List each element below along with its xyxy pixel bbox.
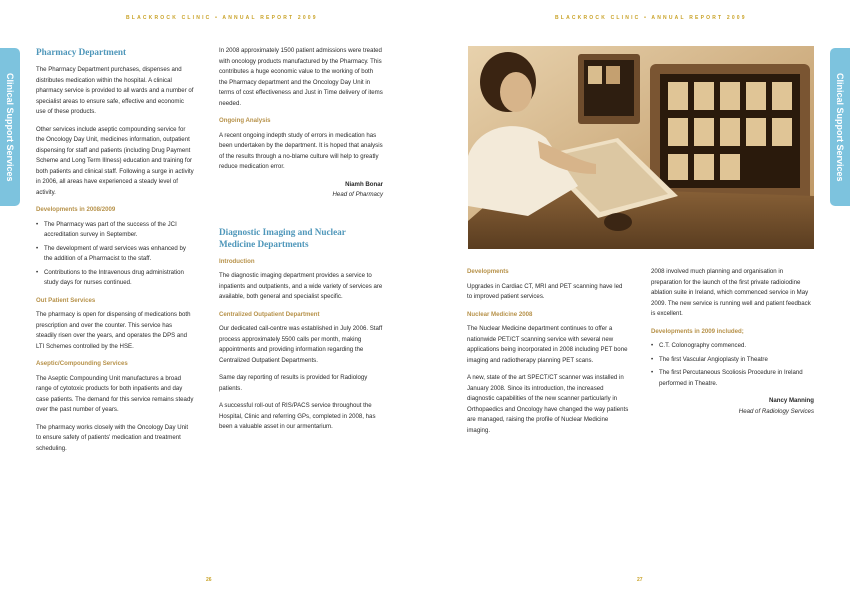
imaging-signature [651,396,814,417]
intro-text: The diagnostic imaging department provides a service to inpatients and outpatients, and a wide variety of services are available, both general and specialist specific. [219,272,383,300]
list-item: • Contributions to the Intravenous drug administration study days for nurses continued. [36,268,194,289]
section-tab-right [830,48,850,206]
signature-name: Nancy Manning [768,397,814,404]
nuclear-text-2: A new, state of the art SPECT/CT scanner was installed in January 2008. Since its introduction, the increased diagnostic capabilities of the new scanner particularly in Orthopaedics and Oncology have changed the way patients are managed, raising the profile of Nuclear Medicine imaging. [467,374,629,434]
aseptic-text-2: The pharmacy works closely with the Oncology Day Unit to ensure safety of patients' medication and treatment scheduling. [36,423,189,452]
running-header-right: BLACKROCK CLINIC • ANNUAL REPORT 2009 [555,15,747,21]
section-tab-left [0,48,20,206]
aseptic-text-1: The Aseptic Compounding Unit manufactures a broad range of cytotoxic products for both inpatients and day case patients. The demand for this service remains steady over the past number of years. [36,374,194,413]
column-pharmacy-2 [219,46,383,440]
radiology-workstation-photo [468,46,814,249]
pharmacy-signature [219,180,383,201]
developments-heading: Developments [467,268,509,275]
column-imaging-4 [651,267,814,424]
list-item: • The first Percutaneous Scoliosis Procedure in Ireland performed in Theatre. [651,368,814,389]
analysis-heading: Ongoing Analysis [219,117,271,124]
nuclear-heading: Nuclear Medicine 2008 [467,310,533,318]
signature-role: Head of Radiology Services [738,407,814,415]
outpatient-text: The pharmacy is open for dispensing of medications both prescription and over the counter. This service has steadily risen over the years, and operates the DPS and LTI Schemes controlled by the HSE. [36,311,191,350]
dev2009-list [651,341,814,389]
developments-text: Upgrades in Cardiac CT, MRI and PET scanning have led to improved patient services. [467,282,623,300]
list-item: • The first Vascular Angioplasty in Theatre [651,355,814,366]
page-number-left: 26 [206,577,212,583]
planning-text: 2008 involved much planning and organisation in preparation for the launch of the first private radioiodine ablation suite in Ireland, which commenced service in May 2009. The new service is running well and patient feedback is excellent. [651,268,811,317]
section-tab-label: Clinical Support Services [5,72,15,182]
signature-name: Niamh Bonar [345,180,383,188]
list-item: • The Pharmacy was part of the success of the JCI accreditation survey in September. [36,220,194,241]
pharmacy-developments-list [36,220,194,289]
analysis-text: A recent ongoing indepth study of errors in medication has been undertaken by the department. It is hoped that analysis of the results through a no-blame culture will help to greatly reduce medication error. [219,131,383,170]
centralized-text-2: Same day reporting of results is provided for Radiology patients. [219,374,368,392]
list-item: • The development of ward services was enhanced by the addition of a Pharmacist to the staff. [36,244,194,265]
page-number-right: 27 [637,577,643,583]
ris-pacs-text: A successful roll-out of RIS/PACS service throughout the Hospital, Clinic and referring GPs, completed in 2008, has been a valuable asset in our armentarium. [219,402,376,430]
column-pharmacy-1 [36,46,194,461]
centralized-text-1: Our dedicated call-centre was established in July 2006. Staff process approximately 5500 calls per month, making appointments and providing information regarding the Centralized Outpatient Departments. [219,325,383,364]
centralized-heading: Centralized Outpatient Department [219,310,320,318]
outpatient-heading: Out Patient Services [36,296,96,304]
pharmacy-intro: The Pharmacy Department purchases, dispenses and distributes medication within the hospital. A clinical pharmacy service is provided to all wards and a number of specialist areas to ensure safe, effective and economic use of these products. [36,66,194,115]
dev2009-heading: Developments in 2009 included; [651,327,744,335]
pharmacy-title: Pharmacy Department [36,47,127,57]
column-imaging-3 [467,267,629,443]
signature-role: Head of Pharmacy [332,191,383,198]
running-header-left: BLACKROCK CLINIC • ANNUAL REPORT 2009 [126,15,318,21]
pharmacy-other-services: Other services include aseptic compounding service for the Oncology Day Unit, medicines information, outpatient dispensing for staff and patients (including Drug Payment Scheme and Long Term Illness) education and training for both patients and clinical staff. Following a surge in activity in 2006, all areas have experienced a steady level of activity. [36,125,194,196]
pharmacy-developments-heading: Developments in 2008/2009 [36,206,116,213]
aseptic-heading: Aseptic/Compounding Services [36,360,128,367]
imaging-title: Diagnostic Imaging and Nuclear Medicine Departments [219,226,346,249]
section-tab-label: Clinical Support Services [835,72,845,182]
nuclear-text-1: The Nuclear Medicine department continues to offer a nationwide PET/CT scanning service with several new applications being incorporated in 2008 including PET bone imaging and radiotherapy planning PET scans. [467,325,628,364]
intro-heading: Introduction [219,257,255,265]
list-item: • C.T. Colonography commenced. [651,341,814,352]
admissions-text: In 2008 approximately 1500 patient admissions were treated with oncology products manufactured by the Pharmacy. This contributes a huge economic value to the working of both the Pharmacy department and the Oncology Day Unit in terms of cost effectiveness and Just in Time delivery of items needed. [219,47,383,107]
